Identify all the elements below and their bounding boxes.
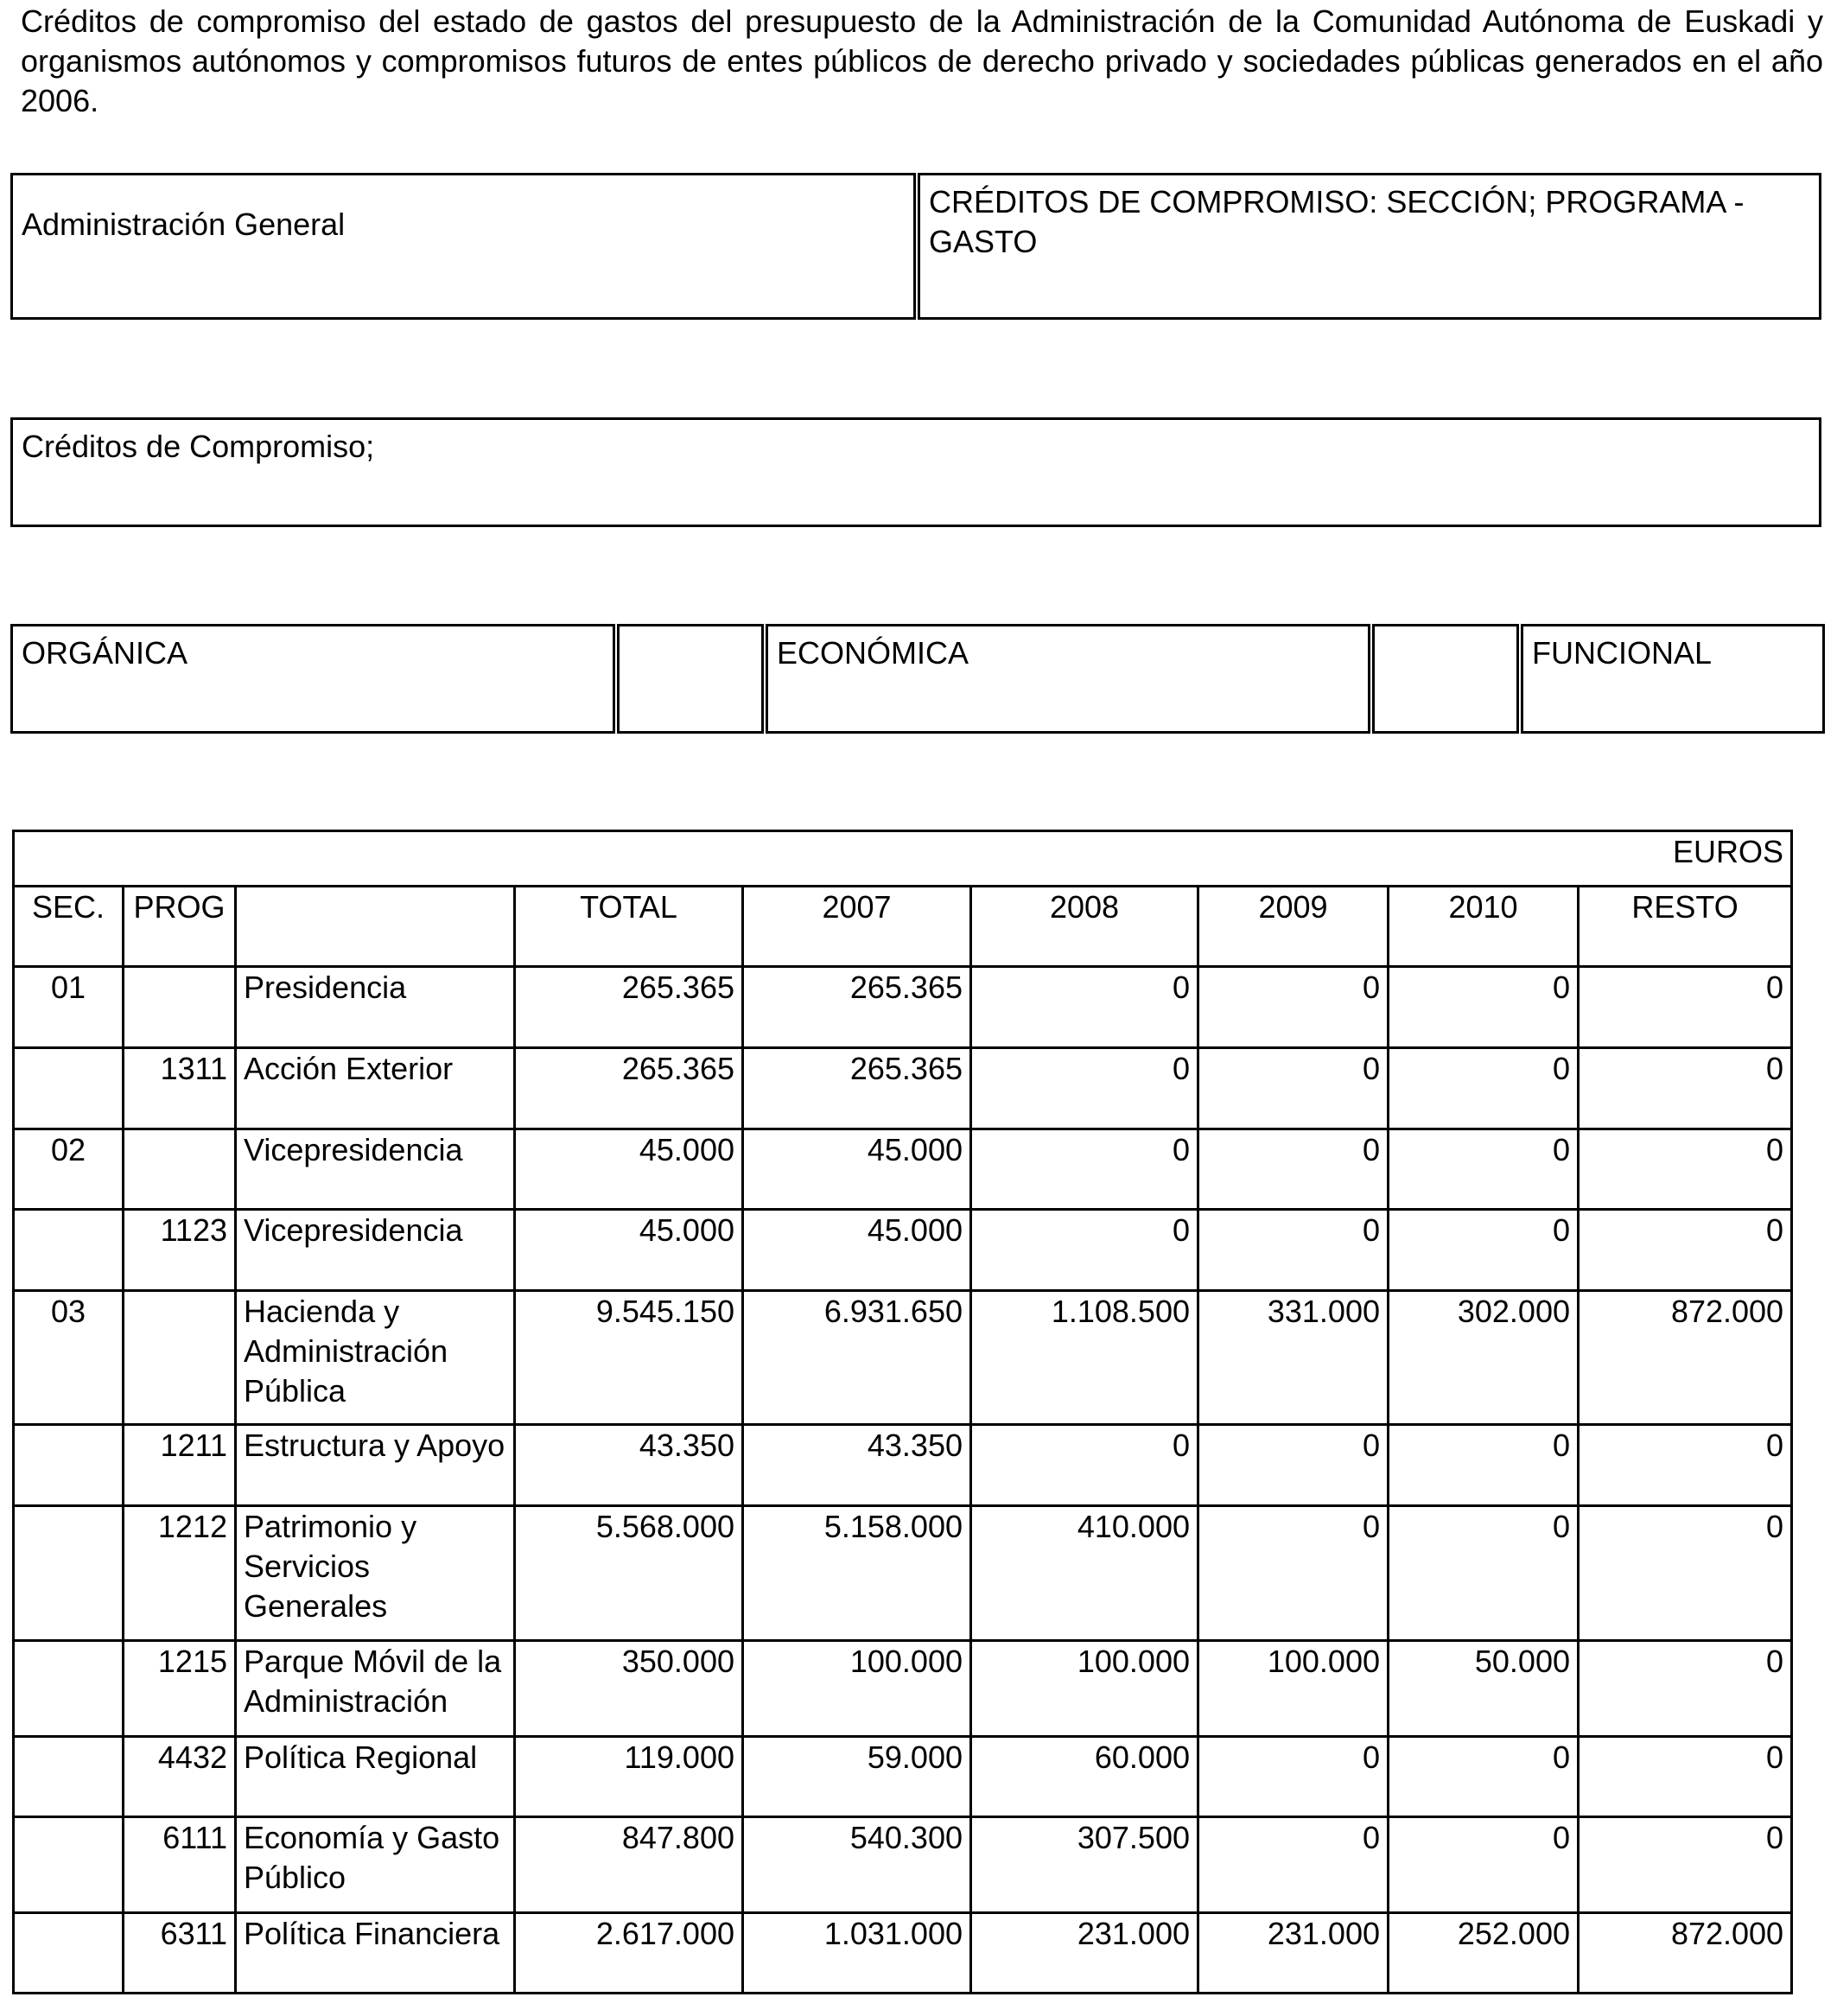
cell-resto: 0 — [1579, 1048, 1792, 1129]
cell-2010: 0 — [1389, 1048, 1579, 1129]
cell-total: 119.000 — [515, 1737, 743, 1817]
admin-general-box: Administración General — [10, 173, 916, 320]
cell-desc: Acción Exterior — [236, 1048, 515, 1129]
cell-2007: 100.000 — [743, 1641, 971, 1737]
cell-resto: 0 — [1579, 1506, 1792, 1641]
cell-prog — [124, 967, 236, 1048]
cell-desc: Vicepresidencia — [236, 1129, 515, 1210]
cell-prog — [124, 1291, 236, 1425]
cell-desc: Patrimonio y Servicios Generales — [236, 1506, 515, 1641]
cell-2010: 302.000 — [1389, 1291, 1579, 1425]
cell-sec — [14, 1913, 124, 1994]
header-prog: PROG — [124, 887, 236, 967]
cell-2007: 45.000 — [743, 1210, 971, 1291]
cell-2008: 100.000 — [971, 1641, 1198, 1737]
cell-2007: 540.300 — [743, 1817, 971, 1913]
cell-2009: 100.000 — [1198, 1641, 1389, 1737]
cell-2010: 0 — [1389, 1817, 1579, 1913]
cell-desc: Vicepresidencia — [236, 1210, 515, 1291]
cell-prog: 6111 — [124, 1817, 236, 1913]
cell-total: 43.350 — [515, 1425, 743, 1506]
cell-sec: 03 — [14, 1291, 124, 1425]
cell-2008: 231.000 — [971, 1913, 1198, 1994]
economica-code-box — [1372, 624, 1519, 734]
cell-2008: 410.000 — [971, 1506, 1198, 1641]
cell-sec — [14, 1506, 124, 1641]
cell-total: 350.000 — [515, 1641, 743, 1737]
cell-prog: 1215 — [124, 1641, 236, 1737]
cell-2009: 0 — [1198, 1048, 1389, 1129]
cell-total: 2.617.000 — [515, 1913, 743, 1994]
cell-resto: 0 — [1579, 1817, 1792, 1913]
header-2007: 2007 — [743, 887, 971, 967]
cell-total: 45.000 — [515, 1210, 743, 1291]
cell-prog: 1311 — [124, 1048, 236, 1129]
cell-total: 265.365 — [515, 967, 743, 1048]
budget-table-wrapper — [12, 830, 1793, 1994]
cell-resto: 0 — [1579, 967, 1792, 1048]
header-2010: 2010 — [1389, 887, 1579, 967]
cell-2008: 0 — [971, 967, 1198, 1048]
table-row — [14, 1913, 1792, 1994]
cell-total: 265.365 — [515, 1048, 743, 1129]
header-2009: 2009 — [1198, 887, 1389, 967]
cell-2010: 0 — [1389, 1210, 1579, 1291]
table-row — [14, 1210, 1792, 1291]
table-row — [14, 1291, 1792, 1425]
cell-2010: 252.000 — [1389, 1913, 1579, 1994]
unit-label: EUROS — [14, 831, 1792, 887]
cell-prog: 4432 — [124, 1737, 236, 1817]
budget-table — [12, 830, 1793, 1994]
header-2008: 2008 — [971, 887, 1198, 967]
table-row — [14, 1425, 1792, 1506]
cell-2007: 45.000 — [743, 1129, 971, 1210]
cell-2010: 0 — [1389, 967, 1579, 1048]
cell-2010: 0 — [1389, 1425, 1579, 1506]
header-desc — [236, 887, 515, 967]
cell-2009: 0 — [1198, 1817, 1389, 1913]
cell-2008: 0 — [971, 1048, 1198, 1129]
cell-total: 45.000 — [515, 1129, 743, 1210]
cell-resto: 872.000 — [1579, 1913, 1792, 1994]
unit-row — [14, 831, 1792, 887]
cell-prog: 1212 — [124, 1506, 236, 1641]
cell-2010: 0 — [1389, 1129, 1579, 1210]
table-row — [14, 1641, 1792, 1737]
organica-box: ORGÁNICA — [10, 624, 615, 734]
cell-sec — [14, 1210, 124, 1291]
cell-2010: 0 — [1389, 1506, 1579, 1641]
cell-sec — [14, 1817, 124, 1913]
cell-2008: 0 — [971, 1425, 1198, 1506]
header-resto: RESTO — [1579, 887, 1792, 967]
cell-2009: 331.000 — [1198, 1291, 1389, 1425]
creditos-header-box: CRÉDITOS DE COMPROMISO: SECCIÓN; PROGRAMA - GASTO — [918, 173, 1821, 320]
header-total: TOTAL — [515, 887, 743, 967]
cell-total: 9.545.150 — [515, 1291, 743, 1425]
cell-2007: 265.365 — [743, 1048, 971, 1129]
cell-sec — [14, 1737, 124, 1817]
cell-desc: Presidencia — [236, 967, 515, 1048]
cell-desc: Política Regional — [236, 1737, 515, 1817]
cell-resto: 0 — [1579, 1210, 1792, 1291]
cell-2007: 265.365 — [743, 967, 971, 1048]
cell-prog — [124, 1129, 236, 1210]
cell-2007: 59.000 — [743, 1737, 971, 1817]
cell-2009: 0 — [1198, 1425, 1389, 1506]
cell-resto: 0 — [1579, 1425, 1792, 1506]
cell-resto: 0 — [1579, 1737, 1792, 1817]
cell-total: 847.800 — [515, 1817, 743, 1913]
table-row — [14, 1817, 1792, 1913]
cell-2009: 0 — [1198, 967, 1389, 1048]
table-row — [14, 967, 1792, 1048]
cell-resto: 872.000 — [1579, 1291, 1792, 1425]
cell-total: 5.568.000 — [515, 1506, 743, 1641]
cell-resto: 0 — [1579, 1641, 1792, 1737]
cell-2007: 43.350 — [743, 1425, 971, 1506]
header-row — [14, 887, 1792, 967]
cell-prog: 1123 — [124, 1210, 236, 1291]
cell-sec — [14, 1641, 124, 1737]
table-row — [14, 1048, 1792, 1129]
cell-2009: 0 — [1198, 1506, 1389, 1641]
table-row — [14, 1129, 1792, 1210]
organica-code-box — [617, 624, 764, 734]
creditos-compromiso-box: Créditos de Compromiso; — [10, 417, 1821, 527]
table-row — [14, 1506, 1792, 1641]
economica-box: ECONÓMICA — [766, 624, 1370, 734]
cell-prog: 1211 — [124, 1425, 236, 1506]
cell-resto: 0 — [1579, 1129, 1792, 1210]
cell-2009: 0 — [1198, 1737, 1389, 1817]
cell-2009: 231.000 — [1198, 1913, 1389, 1994]
cell-desc: Economía y Gasto Público — [236, 1817, 515, 1913]
cell-2010: 50.000 — [1389, 1641, 1579, 1737]
cell-desc: Parque Móvil de la Administración — [236, 1641, 515, 1737]
cell-2009: 0 — [1198, 1129, 1389, 1210]
cell-desc: Estructura y Apoyo — [236, 1425, 515, 1506]
cell-sec — [14, 1425, 124, 1506]
intro-paragraph: Créditos de compromiso del estado de gastos del presupuesto de la Administración de la Comunidad Autónoma de Euskadi y organismos autónomos y compromisos futuros de entes públicos de derecho privado y sociedades públicas generados en el año 2006. — [21, 3, 1823, 118]
cell-2008: 0 — [971, 1210, 1198, 1291]
cell-2007: 1.031.000 — [743, 1913, 971, 1994]
cell-2007: 5.158.000 — [743, 1506, 971, 1641]
cell-desc: Hacienda y Administración Pública — [236, 1291, 515, 1425]
funcional-box: FUNCIONAL — [1521, 624, 1825, 734]
cell-sec — [14, 1048, 124, 1129]
cell-sec: 02 — [14, 1129, 124, 1210]
cell-2008: 60.000 — [971, 1737, 1198, 1817]
cell-2007: 6.931.650 — [743, 1291, 971, 1425]
table-row — [14, 1737, 1792, 1817]
cell-2008: 1.108.500 — [971, 1291, 1198, 1425]
cell-2008: 0 — [971, 1129, 1198, 1210]
cell-desc: Política Financiera — [236, 1913, 515, 1994]
cell-prog: 6311 — [124, 1913, 236, 1994]
cell-2010: 0 — [1389, 1737, 1579, 1817]
cell-sec: 01 — [14, 967, 124, 1048]
cell-2009: 0 — [1198, 1210, 1389, 1291]
cell-2008: 307.500 — [971, 1817, 1198, 1913]
header-sec: SEC. — [14, 887, 124, 967]
